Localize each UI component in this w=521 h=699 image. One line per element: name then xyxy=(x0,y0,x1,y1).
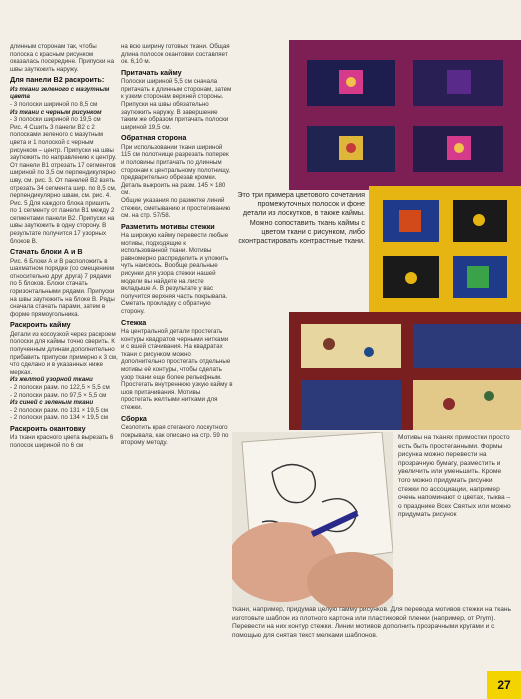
list-item: - 2 полоски разм. по 134 × 19,5 см xyxy=(10,414,109,422)
paragraph: Мотивы на тканях примостки просто есть быть простеганными. Формы рисунка можно перевести на прозрачную бумагу, разместить и увеличить или уменьшить. Кроме того можно придумать рисунки стежки по ассоциации, например очень напоминают о цветах, тыква – о празднике Всех Святых или можно придумать рисунок xyxy=(398,434,511,519)
page-number: 27 xyxy=(487,671,521,699)
paragraph: На центральной детали простегать контуры квадратов черными нитками и с вшей стачивания. На квадратах ткани с рисунком можно дополнительно простегать отдельные мотивы её контуры, чтобы сделать узор ткани еще более рельефным. Простегать внутреннюю узкую кайму в шов притачивания. Мотивы простегать желтыми нитками для стежки. xyxy=(121,328,233,411)
list-item: - 3 полоски шириной по 8,5 см xyxy=(10,100,98,108)
section-heading: Обратная сторона xyxy=(121,133,187,143)
paragraph: Рис. 6 Блоки А и В расположить в шахматном порядке (со смещением относительно друг друга) 7 рядами по 5 блоков. Блоки стачать горизонтальными рядами. Припуски на швы заутюжить на блоке В. Ряды сначала стачать парами, затем в форме прямоугольника. xyxy=(10,257,115,318)
paragraph: на всю ширину готовых ткани. Общая длина полосок окантовки составляет ок. 6,10 м. xyxy=(121,43,230,66)
section-heading: Раскроить кайму xyxy=(10,320,71,330)
paragraph: Рис. 4 Сшить 3 панели B2 с 2 полосками зеленого с мазутным цвета и 1 полоской с черным рисунком – центр. Припуски на швы заутюжить по направлению к центру. xyxy=(10,123,117,162)
paragraph: Из ткани красного цвета вырезать 6 полосок шириной по 6 см xyxy=(10,434,114,449)
list-item: - 2 полоски разм. по 122,5 × 5,5 см xyxy=(10,383,110,391)
text-column-3 xyxy=(398,434,514,520)
list-item: - 3 полоски шириной по 19,5 см xyxy=(10,116,101,124)
paragraph: Общие указания по разметке линий стежки, сметыванию и простегиванию см. на стр. 57/58. xyxy=(121,196,231,220)
section-heading: Сборка xyxy=(121,413,147,423)
list-item: - 2 полоски разм. по 131 × 19,5 см xyxy=(10,406,109,414)
fabric-label: Из желтой узорной ткани xyxy=(10,376,93,384)
paragraph: Детали из косоузкой через раскроем полоски для каймы точно сверить. К полученным длинам дополнительно прибавить припуски примерно к 3 см, что сделано и в указанных ниже мерках. xyxy=(10,330,118,376)
photo-caption: Это три примера цветового сочетания промежуточных полосок и фоне детали из лоскутков, в также каймы. Можно сопоставить ткань каймы с цветом ткани с рисунком, либо сконтрастировать контрастные ткани. xyxy=(237,190,365,246)
paragraph: Рис. 5 Для каждого блока пришить по 1 сегменту от панели B1 между 2 сегментами панели B2. Припуски на швы заутюжить в одну сторону. В результате получится 17 узорных блоков B. xyxy=(10,199,115,245)
paragraph: При использовании ткани шириной 115 см полотнище разрезать поперек и половины притачать по длинным сторонам к центральному полотнищу, предварительно обрезав кромки. Деталь выкроить на разм. 145 × 180 см. xyxy=(121,143,231,197)
fabric-label: Из ткани с черным рисунком xyxy=(10,108,102,116)
paragraph: Сколотить края стеганого лоскутного покрывала, как описано на стр. 59 по второму методу. xyxy=(121,423,229,447)
paragraph: От панели B1 отрезать 17 сегментов шириной по 3,5 см перпендикулярно шву, см. рис. 3. От панелей B2 взять отрезать 34 сегмента шир. по 8,5 см, перпендикулярно швам, см. рис. 4. xyxy=(10,161,117,200)
section-heading: Для панели B2 раскроить: xyxy=(10,75,105,85)
quilt-photo-navy xyxy=(289,312,521,430)
paragraph: На широкую кайму перевести любые мотивы, подходящие к использованной ткани. Мотивы равномерно распределить и уложить чуть наискось. Вообще реальные рисунки для узора стежки нашей модели вы найдете на листе вкладыше А. В результате у вас получится верхняя часть покрывала. Сметать прокладку с обратную сторону. xyxy=(121,232,229,316)
paragraph: ткани, например, придумав целую гамму рисунков. Для перевода мотивов стежки на ткань изготовьте шаблон из плотного картона или пластиковой пленки (например, от Prym). Перевести на них контур стежки. Линии мотивов дополнить прозрачными кругами и с помощью для снятая текст мелками шаблонов. xyxy=(232,606,511,639)
section-heading: Стачать блоки А и В xyxy=(10,247,83,257)
section-heading: Раскроить окантовку xyxy=(10,423,86,433)
text-column-1 xyxy=(10,43,118,450)
stencil-photo xyxy=(232,432,393,608)
section-heading: Стежка xyxy=(121,317,147,327)
fabric-label: Из ткани зеленого с мазутным цвета xyxy=(10,85,110,101)
quilt-photo-pink xyxy=(289,40,521,190)
section-heading: Разметить мотивы стежки xyxy=(121,221,215,231)
quilt-photo-yellow xyxy=(369,186,521,312)
paragraph: длинным сторонам так, чтобы полоска с красным рисунком оказалась посередине. Припуски на швы заутюжить наружу. xyxy=(10,43,115,73)
section-heading: Притачать кайму xyxy=(121,67,182,77)
paragraph: Полоски шириной 5,5 см сначала притачать к длинным сторонам, затем к узким сторонам верхней стороны. Припуски на швы обязательно заутюжить наружу. В завершение таким же образом притачать полоски шириной 19,5 см. xyxy=(121,78,232,131)
text-column-2 xyxy=(121,43,233,447)
text-tail xyxy=(232,606,514,640)
list-item: - 2 полоски разм. по 97,5 × 5,5 см xyxy=(10,391,107,399)
fabric-label: Из синей с зеленым ткани xyxy=(10,399,94,407)
